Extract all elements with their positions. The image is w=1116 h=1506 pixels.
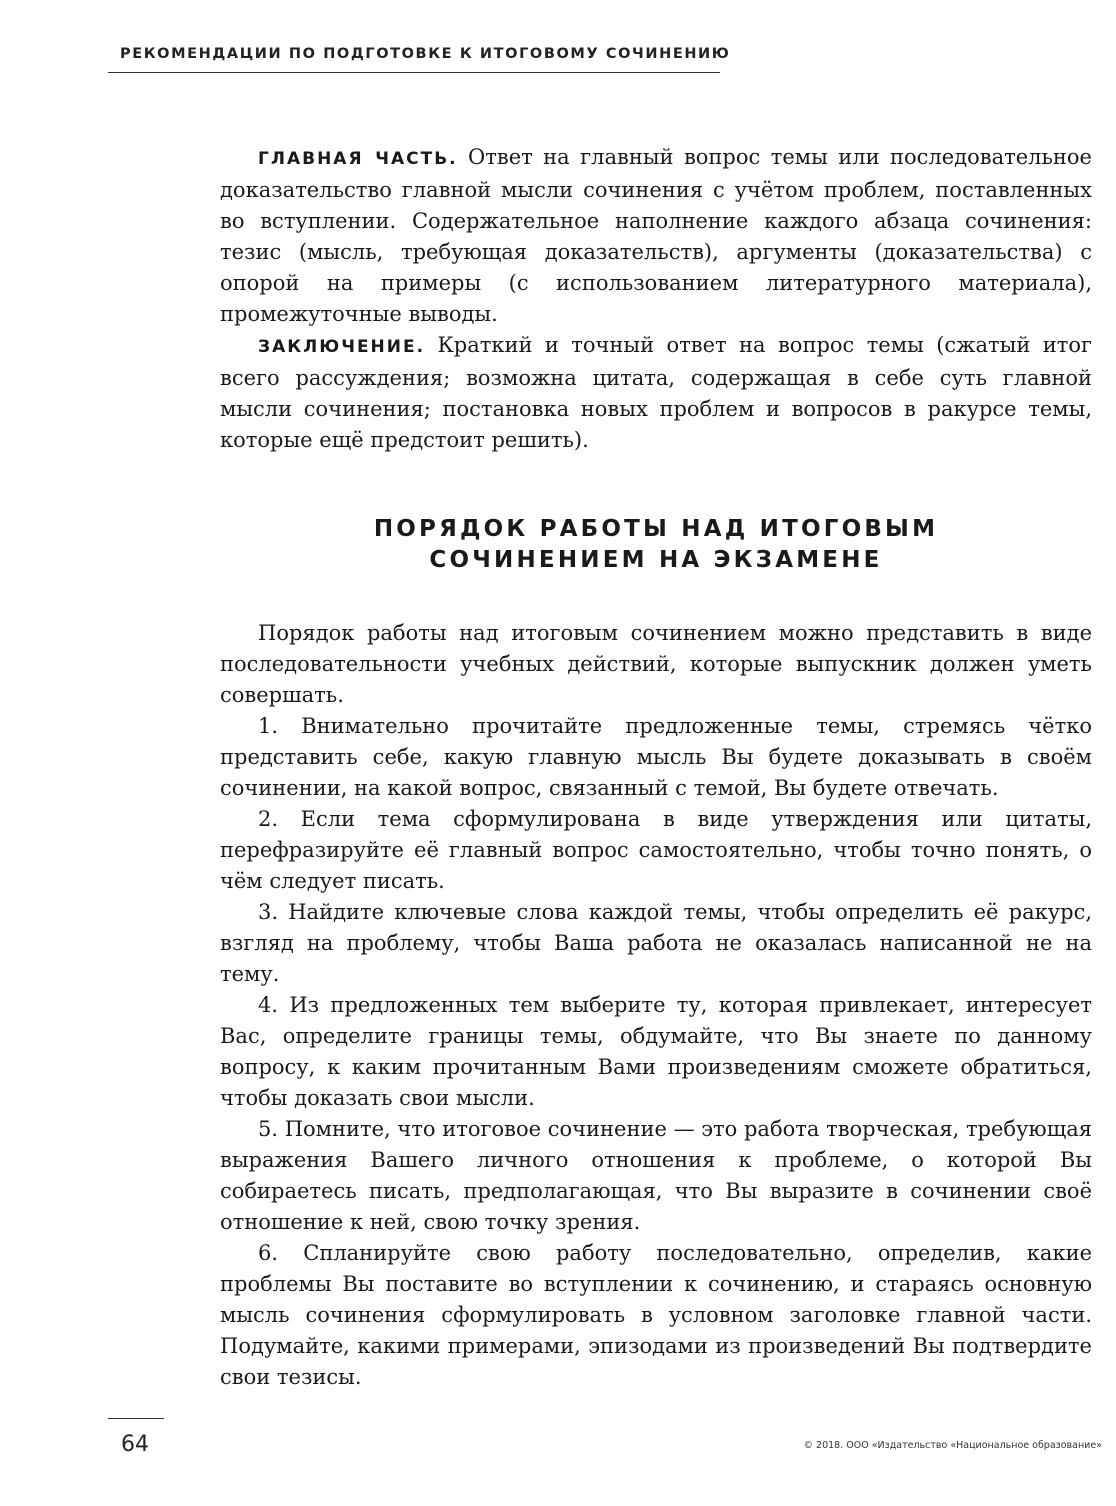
conclusion-label: ЗАКЛЮЧЕНИЕ.	[258, 337, 426, 357]
section-heading	[220, 514, 1092, 576]
running-header: РЕКОМЕНДАЦИИ ПО ПОДГОТОВКЕ К ИТОГОВОМУ СОЧИНЕНИЮ	[120, 46, 731, 62]
step-3-paragraph: 3. Найдите ключевые слова каждой темы, чтобы определить её ракурс, взгляд на проблему, чтобы Ваша работа не оказалась написанной не на тему.	[220, 900, 1092, 986]
main-part-text: Ответ на главный вопрос темы или последовательное доказательство главной мысли сочинения с учётом проблем, поставленных во вступлении. Содержательное наполнение каждого абзаца сочинения: тезис (мысль, требующая доказательств), аргументы (доказательства) с опорой на примеры (с использованием литературного материала), промежуточные выводы.	[220, 145, 1092, 326]
conclusion-paragraph	[220, 330, 1092, 456]
step-6-paragraph: 6. Спланируйте свою работу последовательно, определив, какие проблемы Вы поставите во вступлении к сочинению, и стараясь основную мысль сочинения сформулировать в условном заголовке главной части. Подумайте, какими примерами, эпизодами из произведений Вы подтвердите свои тезисы.	[220, 1241, 1092, 1389]
footer-rule	[108, 1418, 164, 1419]
copyright-notice: © 2018. ООО «Издательство «Национальное образование»	[803, 1440, 1102, 1451]
main-part-paragraph	[220, 142, 1092, 330]
step-4-paragraph: 4. Из предложенных тем выберите ту, которая привлекает, интересует Вас, определите границы темы, обдумайте, что Вы знаете по данному вопросу, к каким прочитанным Вами произведениям сможете обратиться, чтобы доказать свои мысли.	[220, 993, 1092, 1110]
page-content	[220, 142, 1092, 1393]
main-part-label: ГЛАВНАЯ ЧАСТЬ.	[258, 149, 458, 169]
header-rule	[108, 72, 720, 73]
section-heading-line-1: ПОРЯДОК РАБОТЫ НАД ИТОГОВЫМ	[373, 516, 939, 542]
step-1-paragraph: 1. Внимательно прочитайте предложенные темы, стремясь чётко представить себе, какую главную мысль Вы будете доказывать в своём сочинении, на какой вопрос, связанный с темой, Вы будете отвечать.	[220, 714, 1092, 800]
conclusion-text: Краткий и точный ответ на вопрос темы (сжатый итог всего рассуждения; возможна цитата, содержащая в себе суть главной мысли сочинения; постановка новых проблем и вопросов в ракурсе темы, которые ещё предстоит решить).	[220, 333, 1092, 452]
step-2-paragraph: 2. Если тема сформулирована в виде утверждения или цитаты, перефразируйте её главный вопрос самостоятельно, чтобы точно понять, о чём следует писать.	[220, 807, 1092, 893]
step-5-paragraph: 5. Помните, что итоговое сочинение — это работа творческая, требующая выражения Вашего личного отношения к проблеме, о которой Вы собираетесь писать, предполагающая, что Вы выразите в сочинении своё отношение к ней, свою точку зрения.	[220, 1117, 1092, 1234]
page-number: 64	[121, 1432, 149, 1457]
section-heading-line-2: СОЧИНЕНИЕМ НА ЭКЗАМЕНЕ	[429, 547, 883, 573]
section-intro-paragraph: Порядок работы над итоговым сочинением можно представить в виде последовательности учебных действий, которые выпускник должен уметь совершать.	[220, 621, 1092, 707]
